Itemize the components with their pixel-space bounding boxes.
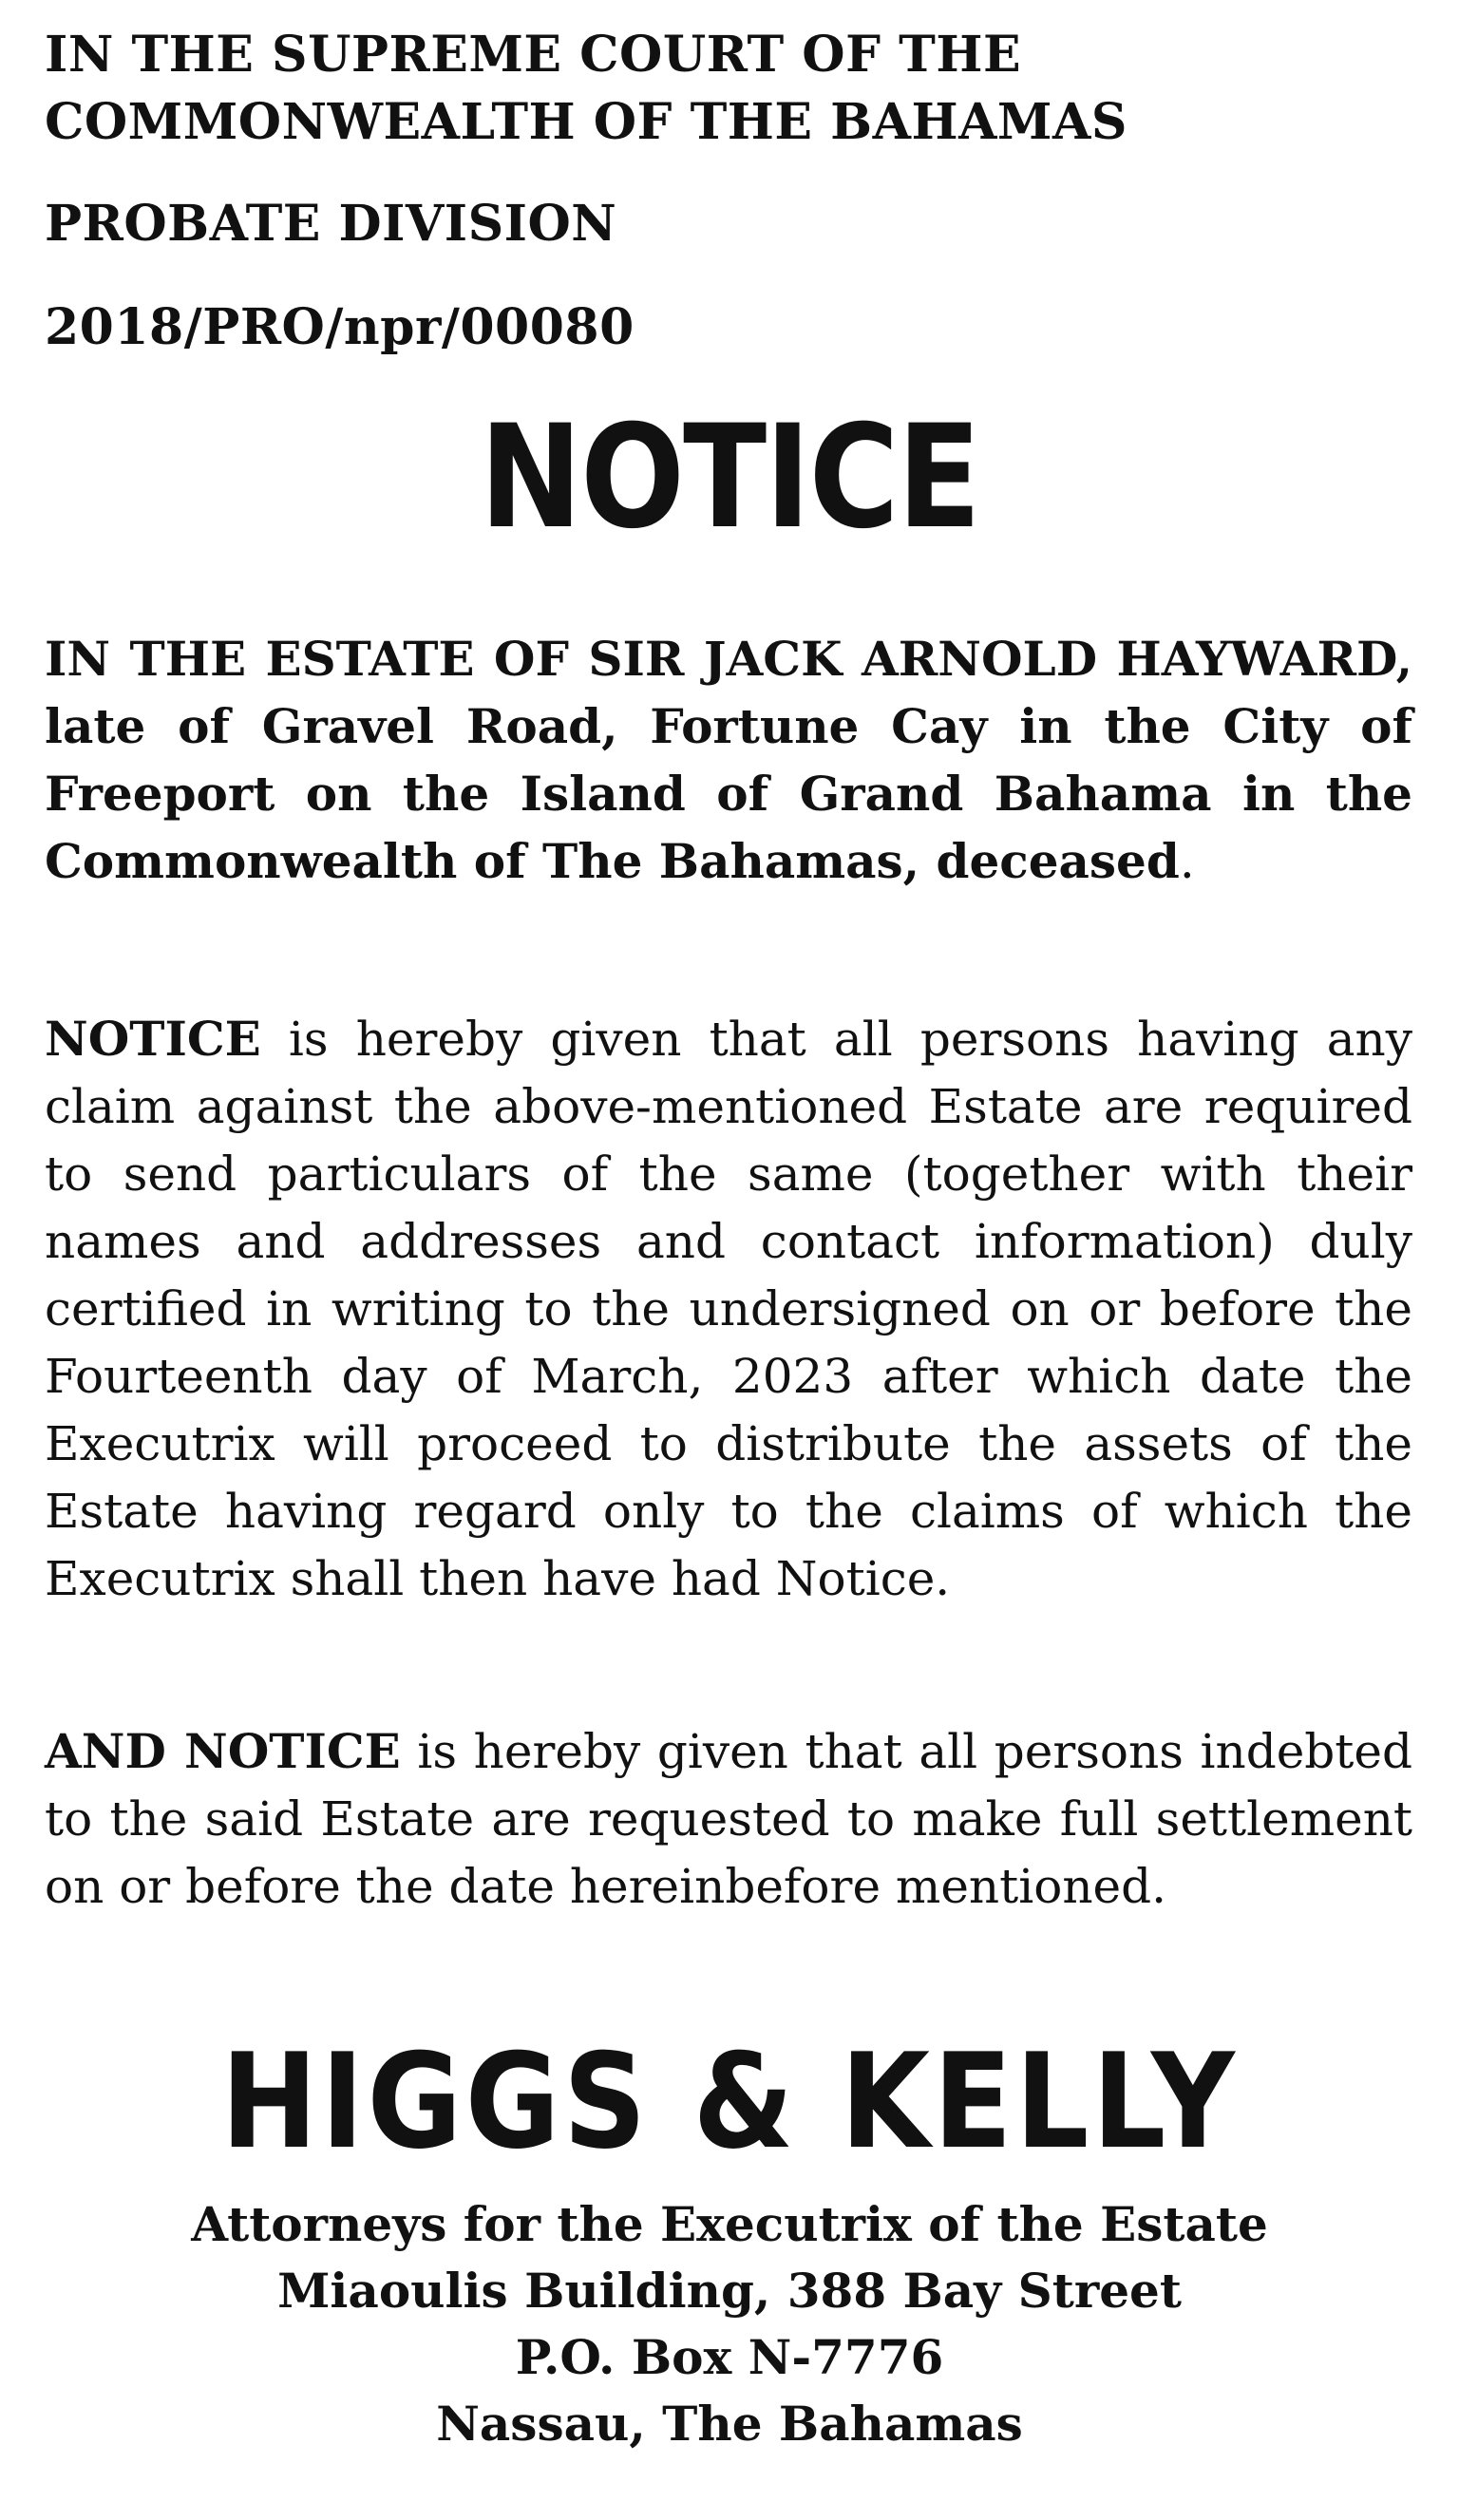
firm-footer	[0, 2191, 1459, 2457]
firm-address-line1: Miaoulis Building, 388 Bay Street	[277, 2263, 1182, 2319]
firm-role: Attorneys for the Executrix of the Estate	[191, 2196, 1268, 2252]
notice-title: NOTICE	[479, 395, 980, 560]
firm-name: HIGGS & KELLY	[220, 2025, 1239, 2178]
debts-paragraph	[45, 1717, 1412, 1921]
court-name-line1: IN THE SUPREME COURT OF THE	[45, 26, 1022, 84]
court-name-line2: COMMONWEALTH OF THE BAHAMAS	[45, 93, 1127, 151]
estate-paragraph	[45, 625, 1412, 896]
claims-text: is hereby given that all persons having any claim against the above-mentioned Estate are required to send particulars of the same (together with their names and addresses and contact information) duly certified in writing to the undersigned on or before the Fourteenth day of March, 2023 after which date the Executrix will proceed to distribute the assets of the Estate having regard only to the claims of which the Executrix shall then have had Notice.	[45, 1012, 1412, 1606]
estate-end-punctuation: .	[1179, 834, 1195, 889]
claims-lead: NOTICE	[45, 1011, 261, 1067]
firm-address-line3: Nassau, The Bahamas	[436, 2396, 1023, 2452]
case-number: 2018/PRO/npr/00080	[45, 298, 635, 356]
firm-address-line2: P.O. Box N-7776	[515, 2329, 944, 2385]
claims-paragraph	[45, 1005, 1412, 1613]
debts-lead: AND NOTICE	[45, 1723, 401, 1779]
estate-text: IN THE ESTATE OF SIR JACK ARNOLD HAYWARD, late of Gravel Road, Fortune Cay in the City of Freeport on the Island of Grand Bahama in the Commonwealth of The Bahamas, deceased	[45, 631, 1412, 889]
division-heading: PROBATE DIVISION	[45, 195, 617, 253]
debts-text: is hereby given that all persons indebted to the said Estate are requested to make full settlement on or before the date hereinbefore mentioned.	[45, 1724, 1412, 1914]
